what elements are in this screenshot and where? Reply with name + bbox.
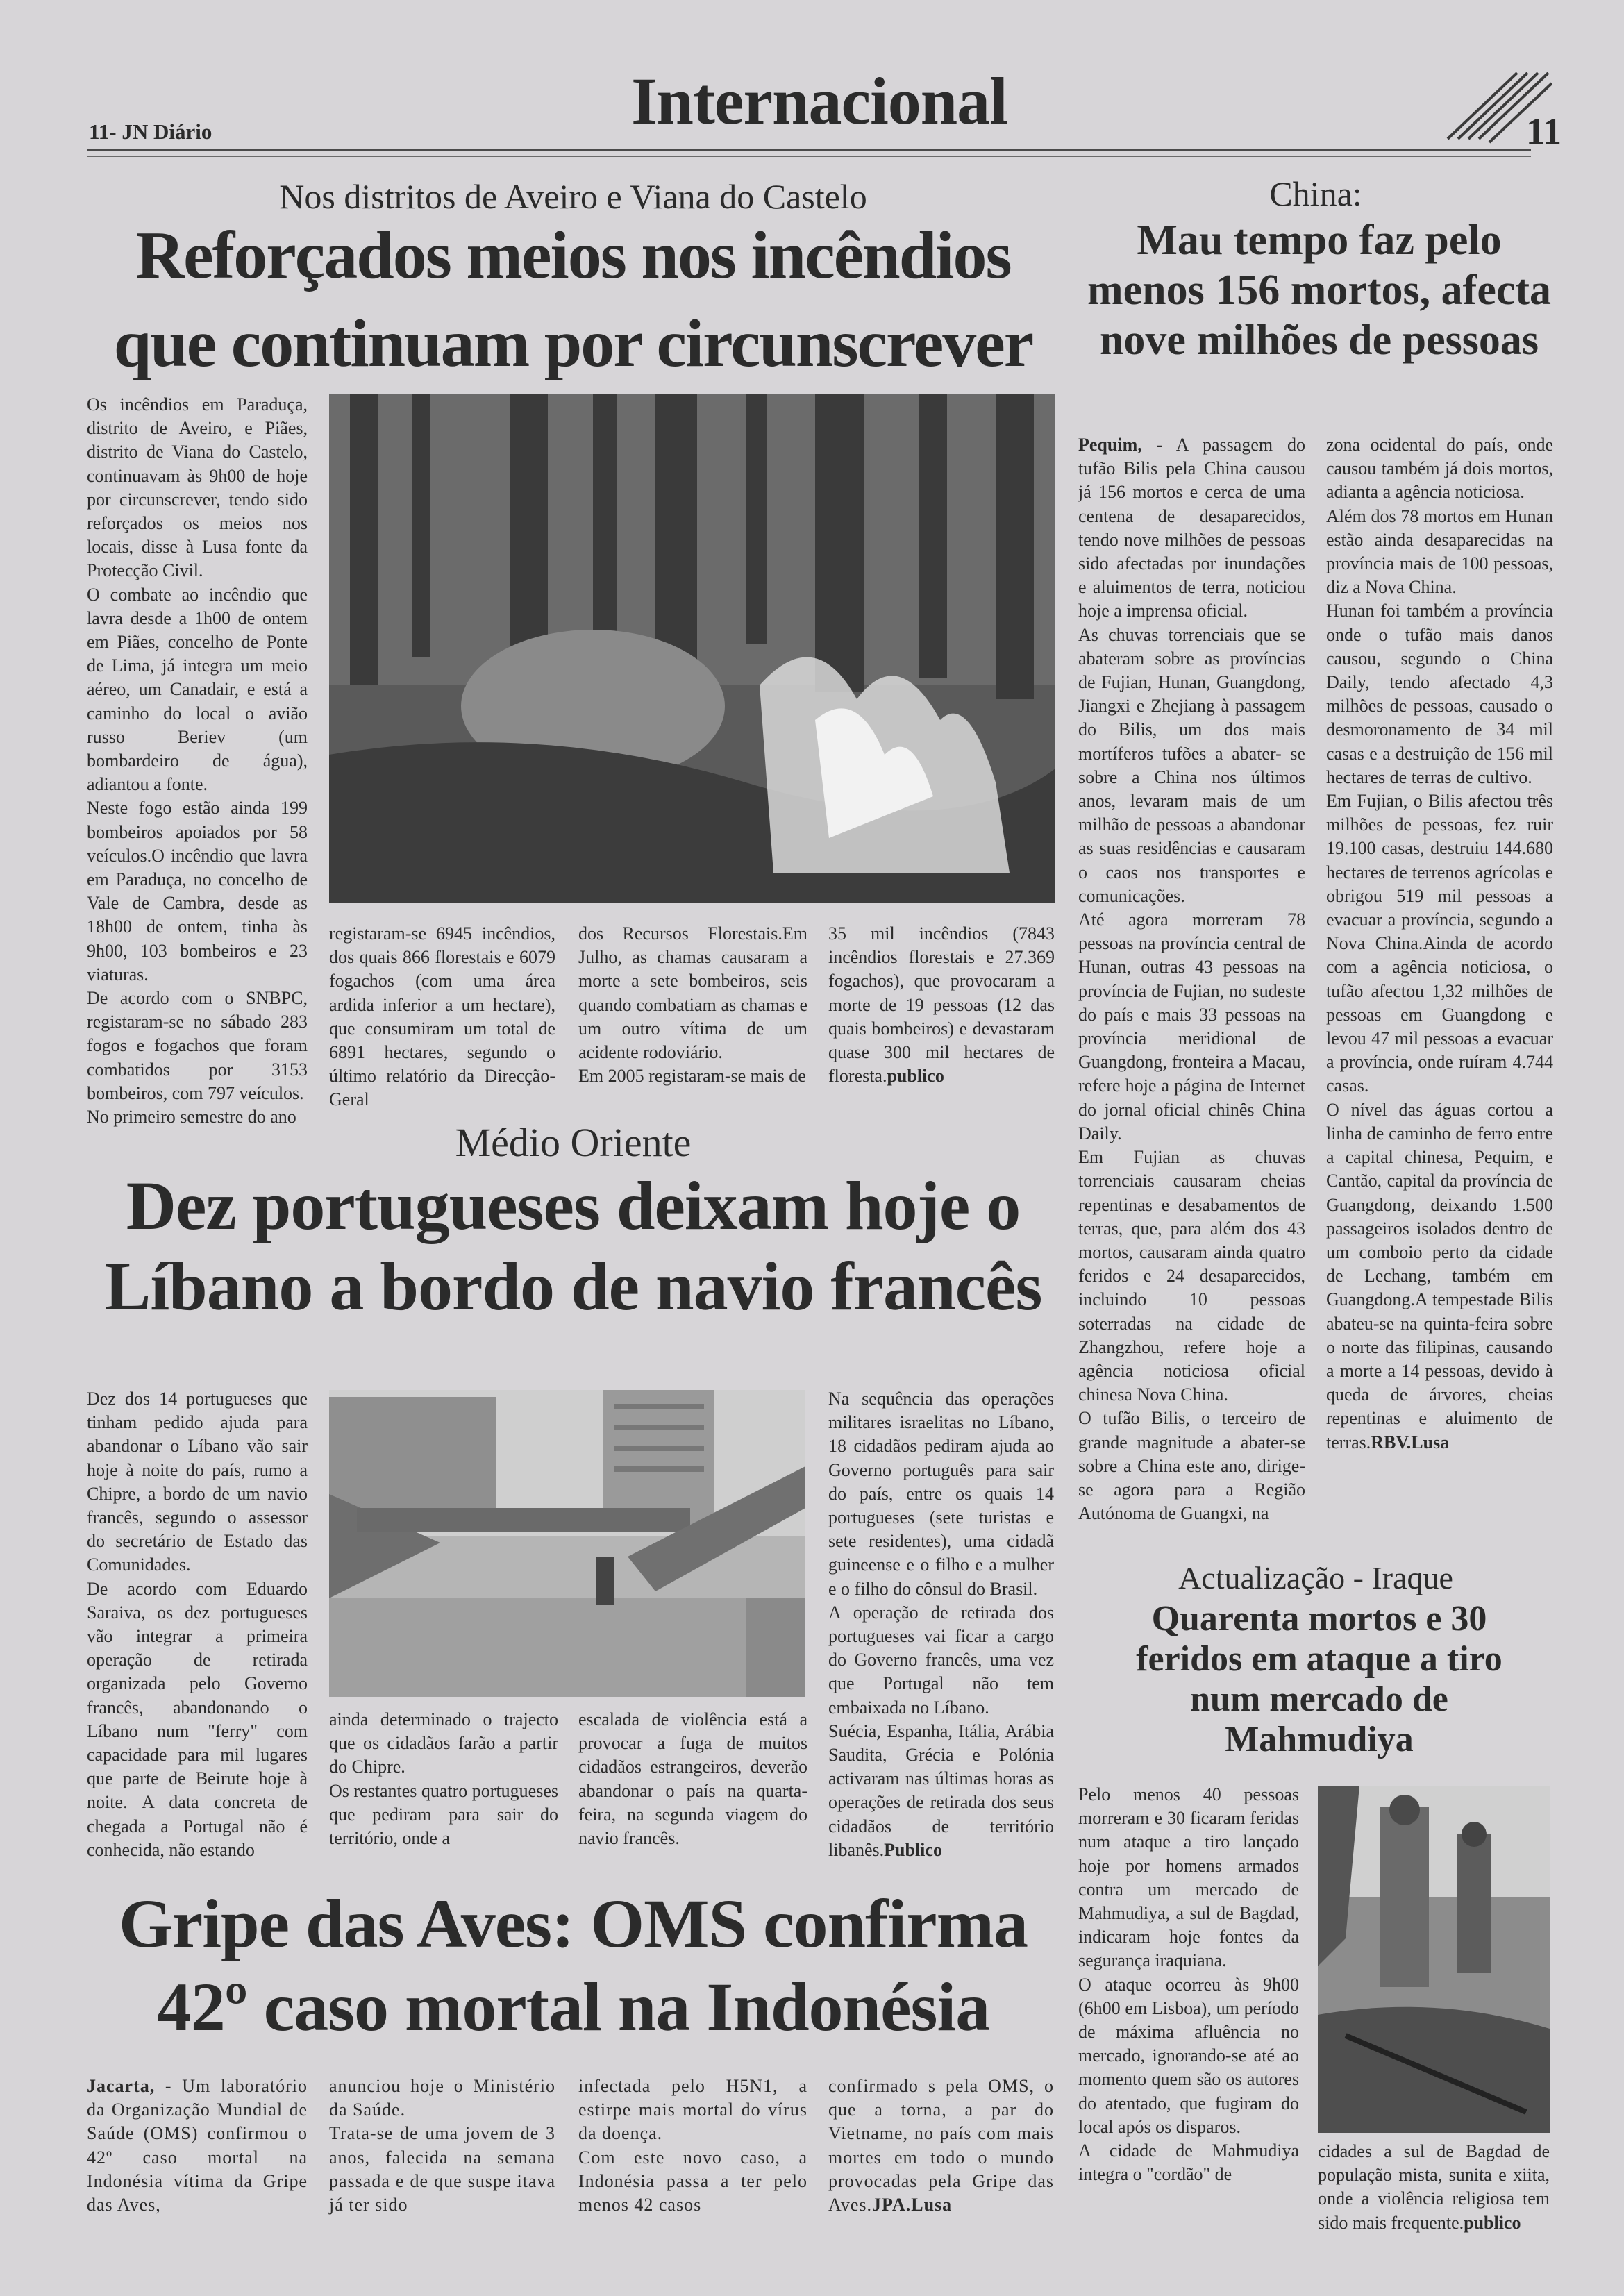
fires-headline-line2: que continuam por circunscrever <box>113 306 1033 381</box>
birdflu-column-1-text: Um laboratório da Organização Mundial de Saúde (OMS) confirmou o 42º caso mortal na Indonésia vítima da Gripe das Aves, <box>87 2076 308 2215</box>
birdflu-dateline: Jacarta, - <box>87 2076 172 2096</box>
lebanon-column-3: escalada de violência está a provocar a fuga de muitos cidadãos estrangeiros, deverão abandonar o país na quarta-feira, na segunda viagem do navio francês. <box>578 1709 807 1849</box>
fires-headline-line1: Reforçados meios nos incêndios <box>135 218 1011 293</box>
page-number: 11 <box>1526 110 1562 152</box>
fires-source: publico <box>887 1066 944 1087</box>
china-column-2 <box>1326 433 1553 1455</box>
fires-column-2: registaram-se 6945 incêndios, dos quais 866 florestais e 6079 fogachos (com uma área ardida inferior a um hectare), que consumiram um total de 6891 hectares, segundo o último relatório da Direcção-Geral <box>329 923 555 1110</box>
masthead-rule <box>87 149 1531 151</box>
birdflu-headline-line2: 42º caso mortal na Indonésia <box>156 1968 990 2045</box>
birdflu-column-2: anunciou hoje o Ministério da Saúde. Trata-se de uma jovem de 3 anos, falecida na semana passada e de que suspe itava já ter sido <box>329 2076 555 2215</box>
china-source: RBV.Lusa <box>1371 1432 1450 1452</box>
iraq-headline: Quarenta mortos e 30 feridos em ataque a tiro num mercado de Mahmudiya <box>1136 1599 1502 1759</box>
china-column-1 <box>1078 433 1305 1525</box>
masthead-edition-label: 11- JN Diário <box>89 119 212 144</box>
birdflu-headline-line1: Gripe das Aves: OMS confirma <box>119 1885 1028 1962</box>
market-attack-photo <box>1318 1786 1550 2133</box>
masthead-rule-thin <box>87 156 1531 157</box>
fires-column-4-text: 35 mil incêndios (7843 incêndios florestais e 27.369 fogachos), que provocaram a morte de 19 pessoas (12 das quais bombeiros) e devastaram quase 300 mil hectares de floresta. <box>828 923 1055 1087</box>
iraq-column-2 <box>1318 2140 1550 2235</box>
birdflu-column-4-text: confirmado s pela OMS, o que a torna, a par do Vietname, no país com mais mortes em todo o mundo provocadas pela Gripe das Aves. <box>828 2076 1054 2215</box>
iraq-column-2-text: cidades a sul de Bagdad de população mista, sunita e xiita, onde a violência religiosa tem sido mais frequente. <box>1318 2141 1550 2233</box>
china-column-2-text: zona ocidental do país, onde causou também já dois mortos, adianta a agência noticiosa. Além dos 78 mortos em Hunan estão ainda desaparecidas na província mais de 100 pessoas, diz a Nova China. Hunan foi também a província onde o tufão mais danos causou, segundo o China Daily, tendo afectado 4,3 milhões de pessoas, causado o desmoronamento de 34 mil casas e a destruição de 156 mil hectares de terras de cultivo. Em Fujian, o Bilis afectou três milhões de pessoas, fez ruir 19.100 casas, destruiu 144.680 hectares de terrenos agrícolas e obrigou 519 mil pessoas a evacuar a província, segundo a Nova China.Ainda de acordo com a agência noticiosa, o tufão afectou 1,32 milhões de pessoas em Guangdong e levou 47 mil pessoas a evacuar a província, onde ruíram 4.744 casas. O nível das águas cortou a linha de caminho de ferro entre a capital chinesa, Pequim, e Cantão, capital da província de Guangdong, deixando 1.500 passageiros isolados dentro de um comboio perto da cidade de Lechang, também em Guangdong.A tempestade Bilis abateu-se na quinta-feira sobre o norte das filipinas, causando a morte a 14 pessoas, devido à queda de árvores, cheias repentinas e aluimento de terras. <box>1326 435 1553 1452</box>
collapsed-bridge-photo <box>329 1390 805 1697</box>
lebanon-column-4 <box>828 1387 1054 1862</box>
lebanon-column-4-text: Na sequência das operações militares israelitas no Líbano, 18 cidadãos pediram ajuda ao Governo português para sair do país, entre os quais 14 portugueses (sete turistas e sete residentes), uma cidadã guineense e o filho e a mulher e o filho do cônsul do Brasil. A operação de retirada dos portugueses vai ficar a cargo do Governo francês, uma vez que Portugal não tem embaixada no Líbano. Suécia, Espanha, Itália, Arábia Saudita, Grécia e Polónia activaram nas últimas horas as operações de retirada dos seus cidadãos de território libanês. <box>828 1389 1054 1860</box>
iraq-column-1: Pelo menos 40 pessoas morreram e 30 ficaram feridas num ataque a tiro lançado hoje por homens armados contra um mercado de Mahmudiya, a sul de Bagdad, indicaram hoje fontes da segurança iraquiana. O ataque ocorreu às 9h00 (6h00 em Lisboa), um período de máxima afluência no mercado, ignorando-se até ao momento quem são os autores do atentado, que fugiram do local após os disparos. A cidade de Mahmudiya integra o "cordão" de <box>1078 1784 1299 2185</box>
fires-column-1: Os incêndios em Paraduça, distrito de Aveiro, e Piães, distrito de Viana do Castelo, continuavam às 9h00 de hoje por circunscrever, tendo sido reforçados os meios nos locais, disse à Lusa fonte da Protecção Civil. O combate ao incêndio que lavra desde a 1h00 de ontem em Piães, concelho de Ponte de Lima, já integra um meio aéreo, um Canadair, e está a caminho do local o avião russo Beriev (um bombardeiro de água), adiantou a fonte. Neste fogo estão ainda 199 bombeiros apoiados por 58 veículos.O incêndio que lavra em Paraduça, no concelho de Vale de Cambra, desde as 18h00 de ontem, tinha às 9h00, 103 bombeiros e 23 viaturas. De acordo com o SNBPC, registaram-se no sábado 283 fogos e fogachos que foram combatidos por 3153 bombeiros, com 797 veículos. No primeiro semestre do ano <box>87 394 308 1128</box>
iraq-source: publico <box>1464 2212 1521 2233</box>
china-column-1-text: A passagem do tufão Bilis pela China causou já 156 mortos e cerca de uma centena de desaparecidos, tendo nove milhões de pessoas sido afectadas por inundações e aluimentos de terra, noticiou hoje a imprensa oficial. As chuvas torrenciais que se abateram sobre as províncias de Fujian, Hunan, Guangdong, Jiangxi e Zhejiang à passagem do Bilis, um dos mais mortíferos tufões a abater- se sobre a China nos últimos anos, levaram mais de um milhão de pessoas a abandonar as suas residências e causaram o caos nos transportes e comunicações. Até agora morreram 78 pessoas na província central de Hunan, outras 43 pessoas na província de Fujian, no sudeste do país e mais 33 pessoas na província meridional de Guangdong, fronteira a Macau, refere hoje a página de Internet do jornal oficial chinês China Daily. Em Fujian as chuvas torrenciais causaram cheias repentinas e desabamentos de terras, que, para além dos 43 mortos, causaram ainda quatro feridos e 24 desaparecidos, incluindo 10 pessoas soterradas na cidade de Zhangzhou, refere hoje a agência noticiosa oficial chinesa Nova China. O tufão Bilis, o terceiro de grande magnitude a abater-se sobre a China este ano, dirige-se agora para a Região Autónoma de Guangxi, na <box>1078 435 1305 1524</box>
china-dateline: Pequim, - <box>1078 435 1163 455</box>
fires-column-4 <box>828 922 1055 1088</box>
lebanon-source: Publico <box>884 1839 942 1860</box>
forest-fire-photo <box>329 394 1055 903</box>
birdflu-column-4 <box>828 2075 1054 2217</box>
birdflu-column-1 <box>87 2075 308 2217</box>
lebanon-headline-line2: Líbano a bordo de navio francês <box>104 1248 1042 1325</box>
lebanon-column-1: Dez dos 14 portugueses que tinham pedido ajuda para abandonar o Líbano vão sair hoje à noite do país, rumo a Chipre, a bordo de um navio francês, segundo o assessor do secretário de Estado das Comunidades. De acordo com Eduardo Saraiva, os dez portugueses vão integrar a primeira operação de retirada organizada pelo Governo francês, abandonando o Líbano num "ferry" com capacidade para mil lugares que parte de Beirute hoje à noite. A data concreta de chegada a Portugal não é conhecida, não estando <box>87 1389 308 1860</box>
lebanon-column-2: ainda determinado o trajecto que os cidadãos farão a partir do Chipre. Os restantes quatro portugueses que pediram para sair do território, onde a <box>329 1709 558 1849</box>
section-title: Internacional <box>631 64 1007 138</box>
birdflu-source: JPA.Lusa <box>872 2195 953 2215</box>
fires-kicker: Nos distritos de Aveiro e Viana do Castelo <box>279 177 867 216</box>
china-kicker: China: <box>1269 174 1362 213</box>
lebanon-headline-line1: Dez portugueses deixam hoje o <box>126 1167 1021 1244</box>
china-headline: Mau tempo faz pelo menos 156 mortos, afecta nove milhões de pessoas <box>1087 217 1552 364</box>
fires-column-3: dos Recursos Florestais.Em Julho, as chamas causaram a morte a sete bombeiros, seis quando combatiam as chamas e um outro vítima de um acidente rodoviário. Em 2005 registaram-se mais de <box>578 923 807 1087</box>
lebanon-kicker: Médio Oriente <box>455 1120 692 1165</box>
iraq-kicker: Actualização - Iraque <box>1178 1560 1453 1595</box>
birdflu-column-3: infectada pelo H5N1, a estirpe mais mortal do vírus da doença. Com este novo caso, a Indonésia passa a ter pelo menos 42 casos <box>578 2076 807 2215</box>
